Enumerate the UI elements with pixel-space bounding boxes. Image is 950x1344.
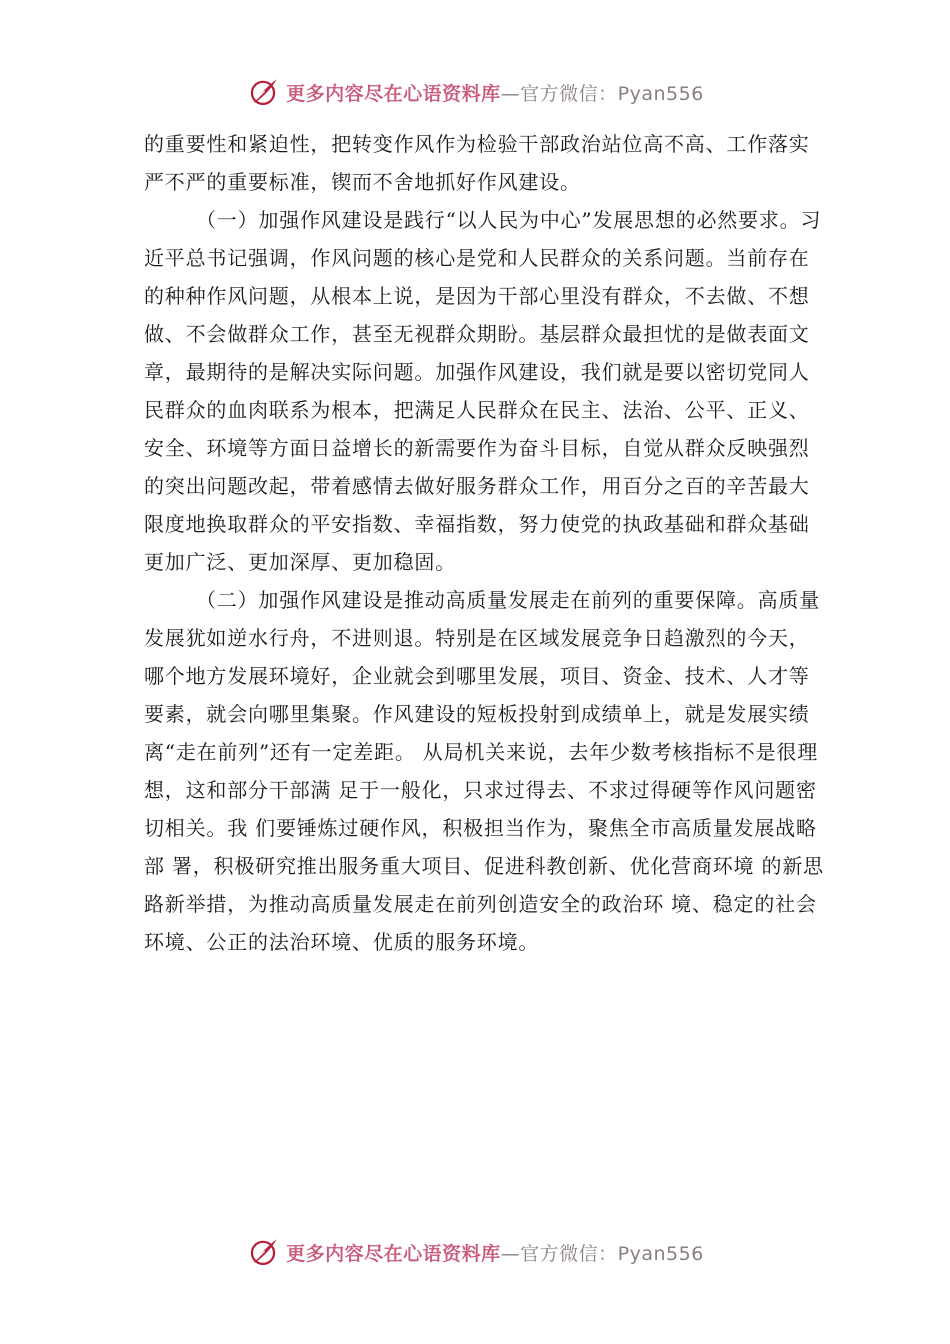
header-banner — [0, 72, 950, 112]
paragraph-section-2: （二）加强作风建设是推动高质量发展走在前列的重要保障。高质量发展犹如逆水行舟，不进则退。特别是在区域发展竞争日趋激烈的今天，哪个地方发展环境好，企业就会到哪里发展，项目、资金、技术、人才等要素，就会向哪里集聚。作风建设的短板投射到成绩单上，就是发展实绩离“走在前列”还有一定差距。 从局机关来说，去年少数考核指标不是很理想，这和部分干部满 足于一般化，只求过得去、不求过得硬等作风问题密切相关。我 们要锤炼过硬作风，积极担当作为，聚焦全市高质量发展战略部 署，积极研究推出服务重大项目、促进科教创新、优化营商环境 的新思路新举措，为推动高质量发展走在前列创造安全的政治环 境、稳定的社会环境、公正的法治环境、优质的服务环境。 — [144, 588, 824, 954]
pen-logo-icon — [246, 1235, 280, 1269]
footer-banner — [0, 1232, 950, 1272]
banner-wechat-text: —官方微信：Pyan556 — [500, 82, 704, 105]
pen-logo-icon — [246, 75, 280, 109]
banner-main-text: 更多内容尽在心语资料库 — [286, 1242, 501, 1265]
paragraph-continuation: 的重要性和紧迫性，把转变作风作为检验干部政治站位高不高、工作落实严不严的重要标准，锲而不舍地抓好作风建设。 — [144, 132, 810, 194]
paragraph-section-1: （一）加强作风建设是践行“以人民为中心”发展思想的必然要求。习近平总书记强调，作风问题的核心是党和人民群众的关系问题。当前存在的种种作风问题，从根本上说，是因为干部心里没有群众，不去做、不想做、不会做群众工作，甚至无视群众期盼。基层群众最担忧的是做表面文章，最期待的是解决实际问题。加强作风建设，我们就是要以密切党同人民群众的血肉联系为根本，把满足人民群众在民主、法治、公平、正义、安全、环境等方面日益增长的新需要作为奋斗目标，自觉从群众反映强烈的突出问题改起，带着感情去做好服务群众工作，用百分之百的辛苦最大限度地换取群众的平安指数、幸福指数，努力使党的执政基础和群众基础更加广泛、更加深厚、更加稳固。 — [144, 208, 822, 574]
document-body — [144, 125, 824, 961]
banner-main-text: 更多内容尽在心语资料库 — [286, 82, 501, 105]
banner-text — [286, 79, 704, 106]
banner-wechat-text: —官方微信：Pyan556 — [500, 1242, 704, 1265]
banner-text — [286, 1239, 704, 1266]
